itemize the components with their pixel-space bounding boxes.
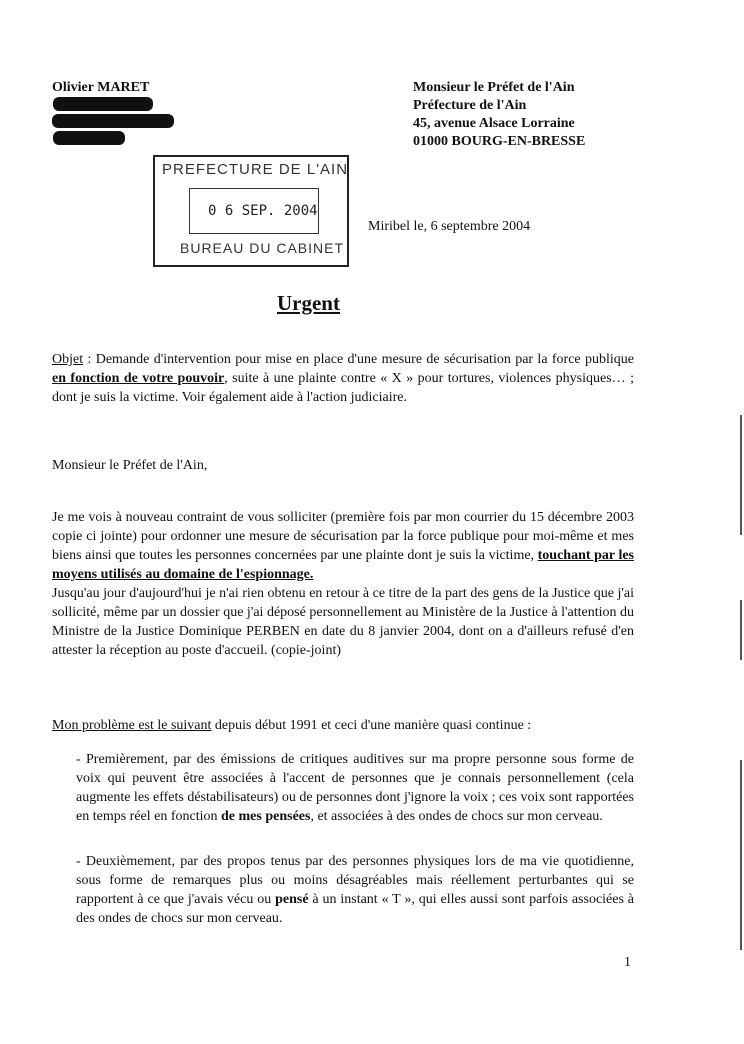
objet-text-1: : Demande d'intervention pour mise en place d'une mesure de sécurisation par la force publique [83, 352, 634, 367]
bullet-second-bold: pensé [275, 892, 309, 907]
recipient-line-4: 01000 BOURG-EN-BRESSE [413, 134, 586, 149]
stamp-prefecture-text: PREFECTURE DE L'AIN [162, 161, 349, 178]
problem-intro [52, 716, 634, 735]
bullet-first-bold: de mes pensées [221, 809, 311, 824]
objet-text-2: , suite à une plainte contre « X » pour tortures, violences physiques… ; dont je suis la victime. Voir également aide à l'action judiciaire. [52, 371, 634, 405]
main-paragraph [52, 508, 634, 660]
place-date: Miribel le, 6 septembre 2004 [368, 219, 531, 234]
bullet-second [76, 852, 634, 928]
sender-name: Olivier MARET [52, 80, 150, 95]
scan-edge-mark [740, 415, 742, 535]
urgent-heading: Urgent [277, 291, 340, 315]
bullet-first-text-1: - Premièrement, par des émissions de critiques auditives sur ma propre personne sous forme de voix qui peuvent être associées à l'accent de personnes que je connais personnellement (cela augmente les effets déstabilisateurs) ou de personnes dont j'ignore la voix ; ces voix sont rapportées en temps réel en fonction [76, 752, 634, 824]
recipient-line-2: Préfecture de l'Ain [413, 98, 527, 113]
bullet-first-text-2: , et associées à des ondes de chocs sur mon cerveau. [310, 809, 603, 824]
page-number: 1 [624, 955, 631, 970]
redacted-address-line-2 [52, 114, 174, 128]
main-paragraph-bold: touchant par les moyens utilisés au domaine de l'espionnage. [52, 548, 634, 582]
objet-paragraph [52, 350, 634, 407]
bullet-first [76, 750, 634, 826]
redacted-address-line-3 [53, 131, 125, 145]
redacted-address-line-1 [53, 97, 153, 111]
stamp-date: 0 6 SEP. 2004 [208, 203, 318, 219]
main-paragraph-text-2: Jusqu'au jour d'aujourd'hui je n'ai rien obtenu en retour à ce titre de la part des gens de la Justice que j'ai sollicité, même par un dossier que j'ai déposé personnellement au Ministère de la Justice à l'attention du Ministre de la Justice Dominique PERBEN en date du 8 janvier 2004, dont on a d'ailleurs refusé d'en attester la réception au poste d'accueil. (copie-joint) [52, 586, 634, 658]
main-paragraph-text-1: Je me vois à nouveau contraint de vous solliciter (première fois par mon courrier du 15 décembre 2003 copie ci jointe) pour ordonner une mesure de sécurisation par la force publique pour moi-même et mes biens ainsi que toutes les personnes concernées par une plainte dont je suis la victime, [52, 510, 634, 563]
scan-edge-mark [740, 600, 742, 660]
problem-underlined: Mon problème est le suivant [52, 718, 212, 733]
recipient-address [413, 79, 585, 151]
objet-label: Objet [52, 352, 84, 367]
stamp-bureau-text: BUREAU DU CABINET [180, 240, 345, 256]
scan-edge-mark [740, 760, 742, 950]
salutation: Monsieur le Préfet de l'Ain, [52, 458, 208, 473]
recipient-line-1: Monsieur le Préfet de l'Ain [413, 80, 575, 95]
bullet-second-text-2: à un instant « T », qui elles aussi sont parfois associées à des ondes de chocs sur mon cerveau. [76, 892, 635, 926]
problem-text: depuis début 1991 et ceci d'une manière quasi continue : [211, 718, 532, 733]
recipient-line-3: 45, avenue Alsace Lorraine [413, 116, 575, 131]
bullet-second-text-1: - Deuxièmement, par des propos tenus par des personnes physiques lors de ma vie quotidienne, sous forme de remarques plus ou moins désagréables mais réellement perturbantes qui se rapportent à ce que j'avais vécu ou [76, 854, 634, 907]
objet-bold: en fonction de votre pouvoir [52, 371, 225, 386]
